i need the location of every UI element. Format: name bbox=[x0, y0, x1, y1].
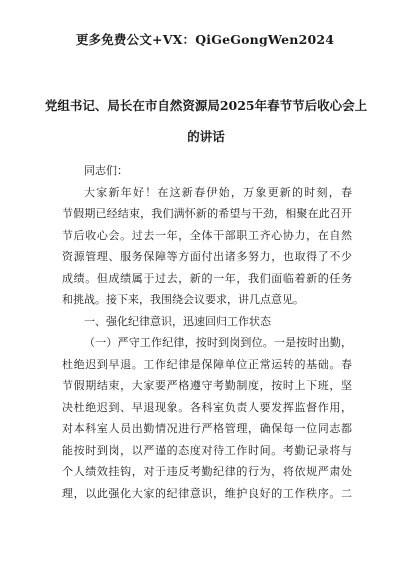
document-title-line-2: 的讲话 bbox=[187, 129, 225, 144]
body-line: 资源管理、服务保障等方面付出诸多努力，也取得了不少 bbox=[62, 250, 352, 263]
promo-header: 更多免费公文+VX：QiGeGongWen2024 bbox=[75, 32, 335, 47]
salutation: 同志们： bbox=[84, 164, 128, 177]
body-line: 个人绩效挂钩，对于违反考勤纪律的行为，将依规严肃处 bbox=[62, 465, 352, 478]
body-line: 对本科室人员出勤情况进行严格管理，确保每一位同志都 bbox=[62, 422, 352, 435]
body-line: 节假期已经结束，我们满怀新的希望与干劲，相聚在此召开 bbox=[62, 207, 352, 220]
body-line: 杜绝迟到早退。工作纪律是保障单位正常运转的基础。春 bbox=[62, 357, 352, 371]
body-line: 成绩。但成绩属于过去，新的一年，我们面临着新的任务 bbox=[62, 271, 352, 285]
body-line: 决杜绝迟到、早退现象。各科室负责人要发挥监督作用， bbox=[62, 400, 352, 414]
document-title-line-1: 党组书记、局长在市自然资源局2025年春节节后收心会上 bbox=[44, 98, 368, 113]
section-heading: 一、强化纪律意识，迅速回归工作状态 bbox=[84, 314, 271, 328]
body-line: （一）严守工作纪律，按时到岗到位。一是按时出勤， bbox=[84, 336, 352, 349]
body-line: 节后收心会。过去一年，全体干部职工齐心协力，在自然 bbox=[62, 228, 352, 242]
body-line: 节假期结束，大家要严格遵守考勤制度，按时上下班，坚 bbox=[62, 379, 352, 392]
body-line: 能按时到岗，以严谨的态度对待工作时间。考勤记录将与 bbox=[62, 443, 352, 457]
document-body bbox=[62, 160, 352, 504]
body-line: 大家新年好！在这新春伊始，万象更新的时刻，春 bbox=[84, 185, 352, 199]
body-line: 和挑战。接下来，我围绕会议要求，讲几点意见。 bbox=[62, 293, 304, 306]
body-line: 理，以此强化大家的纪律意识，维护良好的工作秩序。二 bbox=[62, 486, 352, 500]
